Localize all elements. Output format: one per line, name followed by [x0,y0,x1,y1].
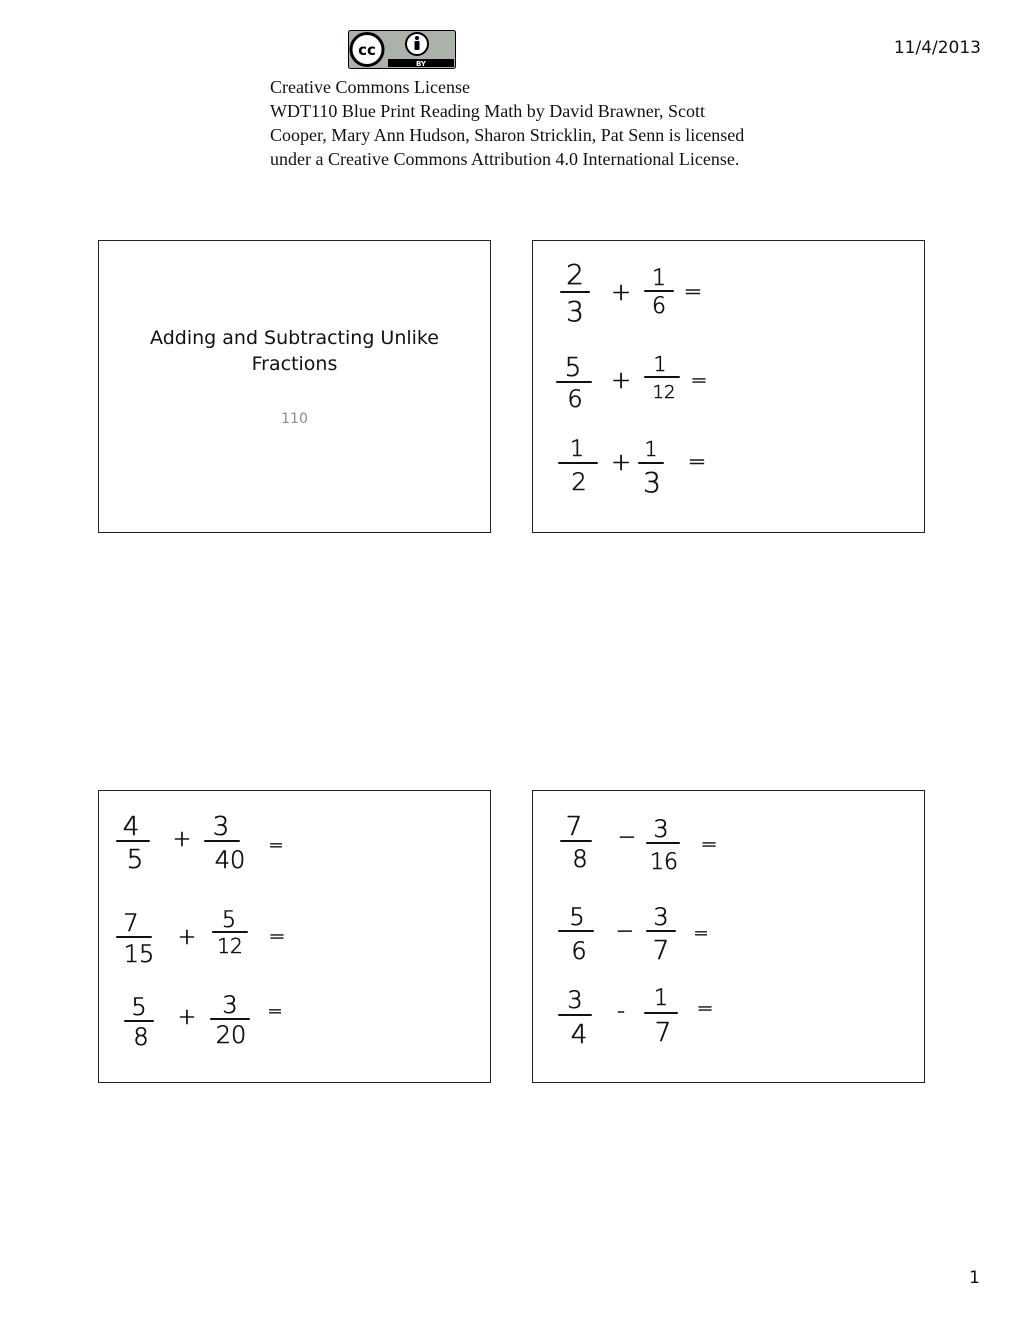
operator: + [177,925,197,950]
slide-problems-addition-2 [98,790,491,1083]
license-notice [270,75,830,171]
slide-title-line: Adding and Subtracting Unlike [150,327,439,349]
equals-sign: = [268,924,286,948]
operator: − [617,825,637,850]
slide-subtitle: 110 [281,411,308,427]
print-date: 11/4/2013 [893,38,981,58]
denominator: 6 [652,294,666,319]
fraction-problem [125,991,283,1051]
operator: + [172,827,192,852]
denominator: 2 [571,468,587,496]
fraction-problem [559,986,713,1050]
numerator: 4 [122,812,140,842]
attribution-person-icon [406,33,428,55]
numerator: 1 [654,986,668,1011]
numerator: 3 [653,903,669,931]
cc-text: cc [358,41,376,59]
denominator: 3 [643,466,661,499]
operator: − [615,919,635,944]
numerator: 1 [644,437,658,461]
numerator: 3 [653,815,669,843]
numerator: 3 [212,812,230,842]
denominator: 20 [215,1021,247,1049]
problem-canvas [99,791,492,1084]
by-text: BY [415,60,427,68]
denominator: 5 [126,845,144,875]
denominator: 8 [133,1023,149,1051]
equals-sign: = [700,832,718,856]
equals-sign: = [687,450,707,475]
denominator: 12 [217,934,243,958]
slide-title-line: Fractions [251,353,338,375]
fraction-problem [559,437,706,499]
operator: + [610,278,632,306]
denominator: 7 [652,936,670,966]
license-line: WDT110 Blue Print Reading Math by David Brawner, Scott [270,101,706,121]
denominator: 15 [123,940,155,968]
equals-sign: = [693,923,709,944]
problem-canvas [533,241,926,534]
numerator: 2 [566,258,584,291]
page-number: 1 [969,1268,980,1288]
numerator: 1 [652,266,666,291]
equals-sign: = [683,280,703,305]
denominator: 16 [650,850,678,875]
slide-title-card [98,240,491,533]
denominator: 7 [654,1018,672,1048]
denominator: 12 [652,382,676,403]
operator: + [177,1005,197,1030]
fraction-problem [117,812,284,875]
license-line: Cooper, Mary Ann Hudson, Sharon Stricklin, Pat Senn is licensed [270,125,745,145]
numerator: 3 [567,986,583,1014]
slide-title [139,325,450,377]
numerator: 1 [653,352,667,376]
numerator: 7 [123,909,139,937]
denominator: 4 [570,1020,588,1050]
denominator: 6 [571,937,587,965]
fraction-problem [561,258,702,328]
operator: - [617,999,625,1024]
equals-sign: = [267,1001,283,1022]
denominator: 8 [572,845,588,873]
equals-sign: = [268,835,284,856]
denominator: 40 [214,846,246,874]
fraction-problem [559,903,709,966]
slide-problems-subtraction [532,790,925,1083]
fraction-problem [561,812,717,875]
numerator: 5 [564,353,582,383]
equals-sign: = [690,368,708,392]
slide-problems-addition-1 [532,240,925,533]
denominator: 6 [567,385,583,413]
cc-by-license-badge [348,30,456,69]
numerator: 5 [222,908,236,933]
denominator: 3 [566,295,584,328]
license-line: under a Creative Commons Attribution 4.0 International License. [270,149,740,169]
operator: + [610,366,632,394]
fraction-problem [557,352,707,413]
numerator: 5 [131,993,147,1021]
problem-canvas [533,791,926,1084]
numerator: 3 [222,991,238,1019]
numerator: 1 [570,437,584,462]
equals-sign: = [696,996,714,1020]
numerator: 7 [565,812,583,842]
operator: + [610,448,632,476]
license-line: Creative Commons License [270,77,470,97]
numerator: 5 [569,903,585,931]
fraction-problem [117,908,285,968]
